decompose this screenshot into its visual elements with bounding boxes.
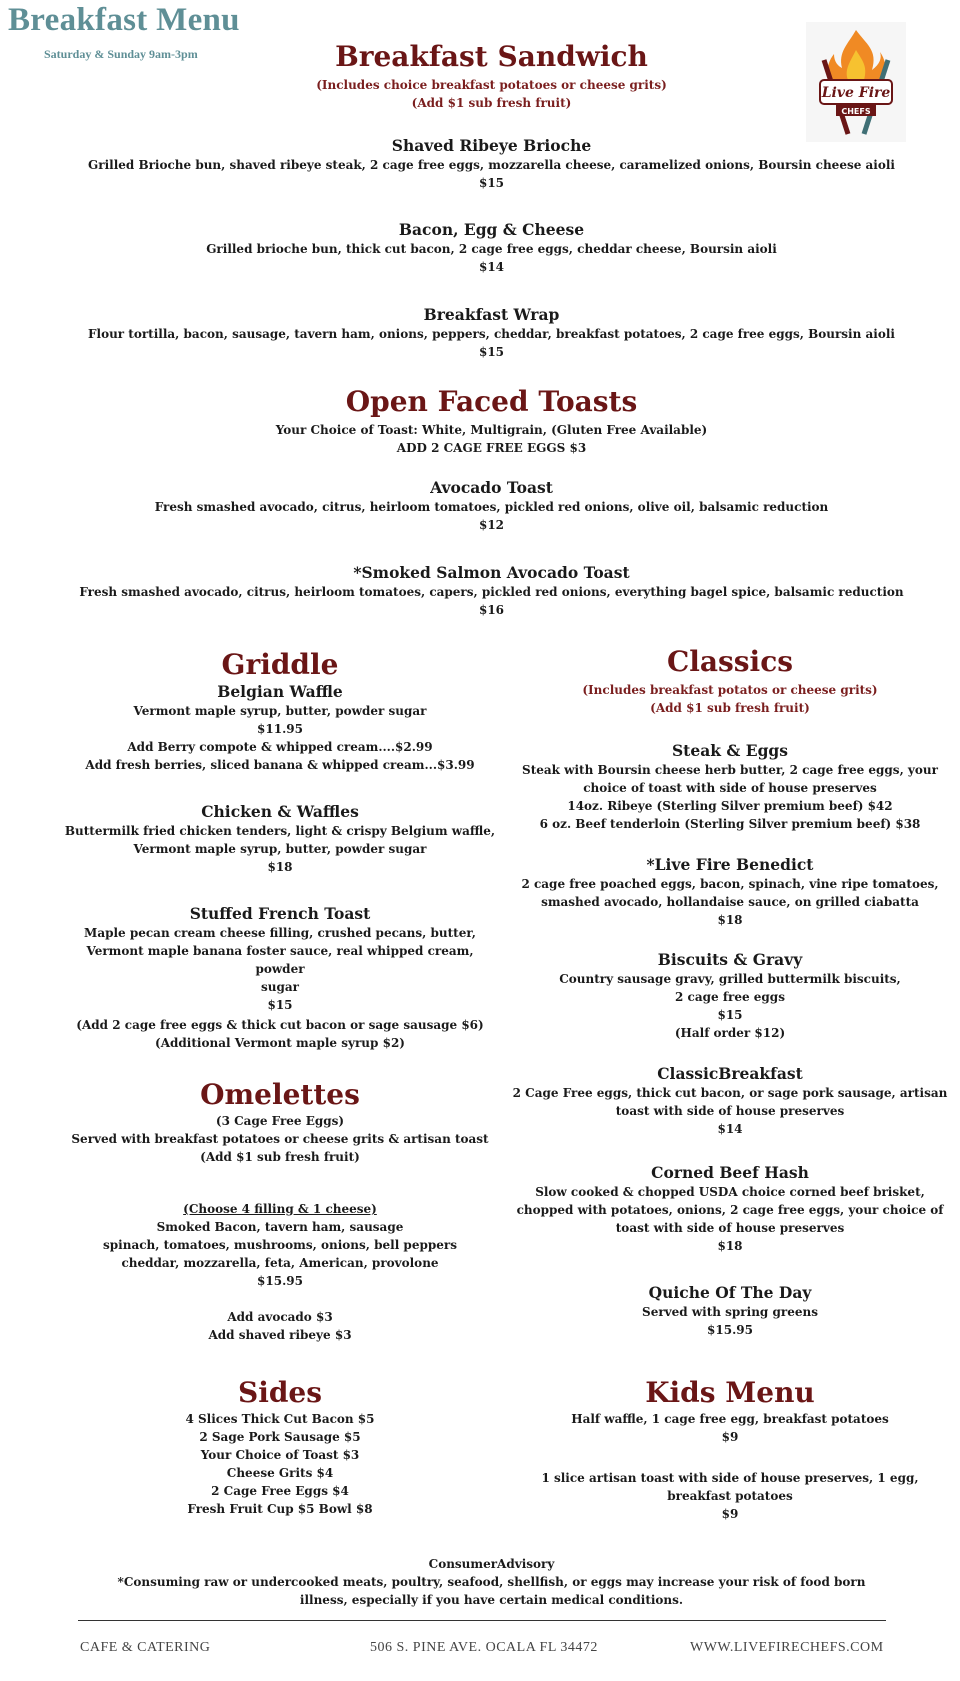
item-price: $15.95 — [257, 1274, 303, 1288]
consumer-advisory — [0, 1555, 960, 1609]
sides-section — [60, 1376, 500, 1518]
item-price: $18 — [717, 913, 743, 927]
item-desc: Buttermilk fried chicken tenders, light & crispy Belgium waffle, — [64, 824, 496, 838]
item-desc: sugar — [261, 980, 299, 994]
advisory-title: ConsumerAdvisory — [428, 1557, 555, 1571]
section-note: (Add $1 sub fresh fruit) — [411, 95, 572, 110]
omelettes-fillings — [60, 1200, 500, 1344]
item-name: ClassicBreakfast — [657, 1064, 803, 1083]
footer-divider — [78, 1620, 886, 1621]
item-price: $14 — [478, 260, 505, 274]
section-note: (Add $1 sub fresh fruit) — [650, 700, 810, 715]
griddle-section — [60, 648, 500, 774]
kids-menu-section — [510, 1376, 950, 1523]
item-desc: 2 cage free eggs — [675, 990, 785, 1004]
menu-hours: Saturday & Sunday 9am-3pm — [44, 47, 198, 61]
item-name: Stuffed French Toast — [189, 904, 371, 923]
item-name: Breakfast Wrap — [423, 305, 560, 324]
item-desc: cheddar, mozzarella, feta, American, provolone — [121, 1256, 439, 1270]
item-desc: Fresh smashed avocado, citrus, heirloom tomatoes, capers, pickled red onions, everything bagel spice, balsamic reduction — [79, 585, 904, 599]
item-desc: choice of toast with side of house preserves — [583, 781, 877, 795]
item-desc: 2 Cage Free eggs, thick cut bacon, or sage pork sausage, artisan — [512, 1086, 948, 1100]
menu-item — [0, 136, 960, 192]
item-desc: Steak with Boursin cheese herb butter, 2 cage free eggs, your — [522, 763, 938, 777]
section-note: (Includes breakfast potatos or cheese grits) — [582, 682, 878, 697]
item-price: $9 — [721, 1506, 739, 1521]
item-name: Shaved Ribeye Brioche — [391, 136, 592, 155]
menu-item — [510, 741, 950, 833]
item-price: $15.95 — [707, 1323, 753, 1337]
item-desc: (Add $1 sub fresh fruit) — [200, 1149, 360, 1164]
side-item: 4 Slices Thick Cut Bacon $5 — [185, 1411, 375, 1426]
section-title: Kids Menu — [645, 1376, 815, 1409]
section-title: Breakfast Sandwich — [335, 40, 648, 73]
item-desc: Country sausage gravy, grilled buttermilk biscuits, — [559, 972, 901, 986]
item-desc: Grilled brioche bun, thick cut bacon, 2 cage free eggs, cheddar cheese, Boursin aioli — [206, 242, 777, 256]
item-price: $15 — [267, 998, 293, 1012]
item-price: $18 — [267, 860, 293, 874]
classics-section — [510, 645, 950, 717]
menu-item — [510, 1163, 950, 1255]
item-name: *Smoked Salmon Avocado Toast — [353, 563, 630, 582]
item-desc: spinach, tomatoes, mushrooms, onions, bell peppers — [103, 1238, 457, 1252]
item-desc: Served with spring greens — [642, 1305, 818, 1319]
open-faced-section — [0, 385, 960, 457]
section-title: Sides — [237, 1376, 322, 1409]
item-desc: 1 slice artisan toast with side of house preserves, 1 egg, — [541, 1470, 919, 1485]
menu-item — [510, 1283, 950, 1339]
item-desc: Fresh smashed avocado, citrus, heirloom tomatoes, pickled red onions, olive oil, balsamic reduction — [154, 500, 829, 514]
item-name: Chicken & Waffles — [201, 802, 359, 821]
item-desc: Smoked Bacon, tavern ham, sausage — [156, 1220, 404, 1234]
item-addon: Add Berry compote & whipped cream....$2.99 — [127, 739, 433, 754]
side-item: Your Choice of Toast $3 — [200, 1447, 360, 1462]
item-desc: Slow cooked & chopped USDA choice corned beef brisket, — [535, 1185, 925, 1199]
footer-address: 506 S. PINE AVE. OCALA FL 34472 — [370, 1640, 598, 1655]
item-name: Biscuits & Gravy — [657, 950, 803, 969]
side-item: Fresh Fruit Cup $5 Bowl $8 — [187, 1501, 373, 1516]
item-name: Bacon, Egg & Cheese — [398, 220, 585, 239]
item-price: $15 — [478, 345, 505, 359]
section-title: Omelettes — [200, 1078, 360, 1111]
item-desc: 2 cage free poached eggs, bacon, spinach, vine ripe tomatoes, — [521, 877, 939, 891]
item-price: $12 — [478, 518, 505, 532]
fillings-heading: (Choose 4 filling & 1 cheese) — [183, 1202, 377, 1216]
svg-text:Live Fire: Live Fire — [821, 85, 891, 101]
section-title: Open Faced Toasts — [345, 385, 638, 418]
item-desc: Flour tortilla, bacon, sausage, tavern ham, onions, peppers, cheddar, breakfast potatoes, 2 cage free eggs, Boursin aioli — [88, 327, 895, 341]
item-desc: toast with side of house preserves — [615, 1221, 845, 1235]
item-desc: Maple pecan cream cheese filling, crushed pecans, butter, — [84, 926, 476, 940]
item-addon: (Additional Vermont maple syrup $2) — [155, 1036, 405, 1050]
item-addon: (Add 2 cage free eggs & thick cut bacon or sage sausage $6) — [76, 1018, 484, 1032]
section-note: Your Choice of Toast: White, Multigrain, (Gluten Free Available) — [275, 422, 708, 437]
item-price: $16 — [478, 603, 505, 617]
item-desc: chopped with potatoes, onions, 2 cage free eggs, your choice of — [516, 1203, 944, 1217]
section-title: Griddle — [221, 648, 339, 681]
section-note: ADD 2 CAGE FREE EGGS $3 — [396, 440, 587, 455]
item-option: (Half order $12) — [674, 1026, 786, 1040]
item-desc: breakfast potatoes — [667, 1488, 793, 1503]
side-item: 2 Cage Free Eggs $4 — [211, 1483, 349, 1498]
side-item: Cheese Grits $4 — [226, 1465, 334, 1480]
item-price: $15 — [478, 176, 505, 190]
omelettes-section — [60, 1078, 500, 1166]
item-desc: Half waffle, 1 cage free egg, breakfast potatoes — [571, 1411, 889, 1426]
menu-item — [60, 904, 500, 1014]
menu-item — [510, 1064, 950, 1138]
footer-website-link[interactable]: WWW.LIVEFIRECHEFS.COM — [690, 1640, 884, 1655]
item-price: $11.95 — [257, 721, 303, 736]
item-desc: Vermont maple syrup, butter, powder sugar — [133, 703, 427, 718]
item-name: Quiche Of The Day — [648, 1283, 812, 1302]
item-option: 14oz. Ribeye (Sterling Silver premium beef) $42 — [567, 799, 893, 813]
item-name: Steak & Eggs — [671, 741, 788, 760]
advisory-text: illness, especially if you have certain medical conditions. — [299, 1593, 684, 1607]
menu-item — [510, 855, 950, 929]
svg-text:CHEFS: CHEFS — [841, 107, 871, 116]
menu-item — [0, 305, 960, 361]
menu-item — [0, 478, 960, 534]
item-price: $15 — [717, 1008, 743, 1022]
item-price: $18 — [717, 1239, 743, 1253]
item-option: 6 oz. Beef tenderloin (Sterling Silver premium beef) $38 — [539, 817, 921, 831]
item-desc: (3 Cage Free Eggs) — [215, 1113, 345, 1128]
section-note: (Includes choice breakfast potatoes or cheese grits) — [316, 77, 667, 92]
item-addon: Add shaved ribeye $3 — [208, 1328, 352, 1342]
item-price: $14 — [717, 1122, 743, 1136]
item-desc: Vermont maple banana foster sauce, real whipped cream, powder — [86, 944, 474, 976]
griddle-addons — [60, 1016, 500, 1052]
item-name: *Live Fire Benedict — [646, 855, 814, 874]
menu-title: Breakfast Menu — [8, 2, 240, 38]
item-desc: smashed avocado, hollandaise sauce, on grilled ciabatta — [541, 895, 919, 909]
breakfast-sandwich-section — [0, 40, 960, 112]
menu-item — [510, 950, 950, 1042]
item-desc: toast with side of house preserves — [615, 1104, 845, 1118]
side-item: 2 Sage Pork Sausage $5 — [199, 1429, 361, 1444]
item-desc: Grilled Brioche bun, shaved ribeye steak, 2 cage free eggs, mozzarella cheese, caramelized onions, Boursin cheese aioli — [88, 158, 895, 172]
menu-item — [0, 563, 960, 619]
item-addon: Add fresh berries, sliced banana & whipped cream...$3.99 — [85, 757, 475, 772]
item-addon: Add avocado $3 — [227, 1310, 333, 1324]
section-title: Classics — [666, 645, 794, 678]
item-name: Corned Beef Hash — [651, 1163, 809, 1182]
item-name: Belgian Waffle — [217, 681, 343, 701]
item-desc: Served with breakfast potatoes or cheese grits & artisan toast — [71, 1131, 489, 1146]
item-price: $9 — [721, 1429, 739, 1444]
menu-item — [60, 802, 500, 876]
item-desc: Vermont maple syrup, butter, powder sugar — [133, 842, 427, 856]
item-name: Avocado Toast — [430, 478, 553, 497]
footer-left: CAFE & CATERING — [80, 1640, 211, 1655]
advisory-text: *Consuming raw or undercooked meats, poultry, seafood, shellfish, or eggs may increase your risk of food born — [117, 1575, 866, 1589]
menu-item — [0, 220, 960, 276]
